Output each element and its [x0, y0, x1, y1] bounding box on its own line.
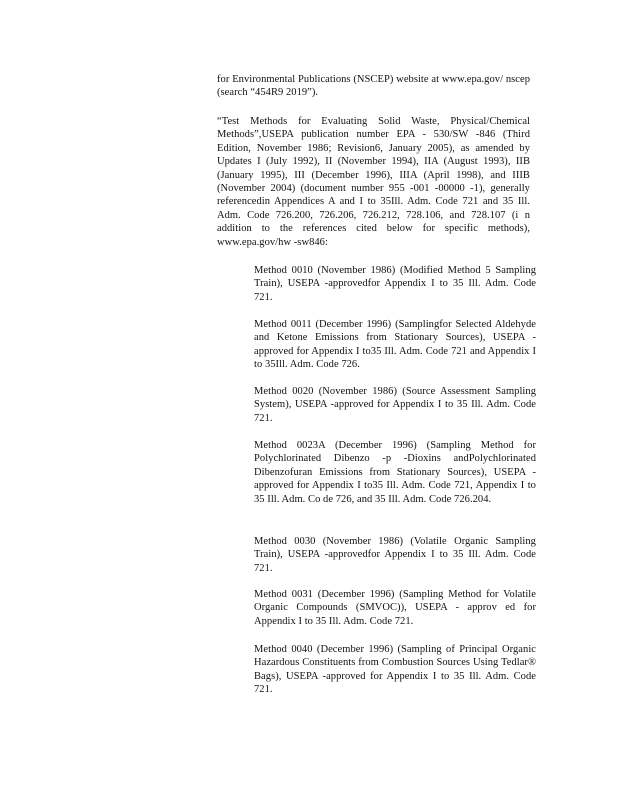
method-0023a: Method 0023A (December 1996) (Sampling Method for Polychlorinated Dibenzo -p -Dioxins andPolychlorinated Dibenzofuran Emissions from Stationary Sources), USEPA -approved for Appendix I to35 Ill. Adm. Code 721, Appendix I to 35 Ill. Adm. Co de 726, and 35 Ill. Adm. Code 726.204. [254, 440, 536, 505]
method-0010: Method 0010 (November 1986) (Modified Method 5 Sampling Train), USEPA -approvedfor Appendix I to 35 Ill. Adm. Code 721. [254, 265, 536, 303]
method-0011: Method 0011 (December 1996) (Samplingfor Selected Aldehyde and Ketone Emissions from Stationary Sources), USEPA -approved for Appendix I to35 Ill. Adm. Code 721 and Appendix I to 35Ill. Adm. Code 726. [254, 319, 536, 371]
method-0020: Method 0020 (November 1986) (Source Assessment Sampling System), USEPA -approved for Appendix I to 35 Ill. Adm. Code 721. [254, 386, 536, 424]
paragraph-nscep-reference: for Environmental Publications (NSCEP) website at www.epa.gov/ nscep (search “454R9 2019”). [217, 74, 530, 99]
method-0030: Method 0030 (November 1986) (Volatile Organic Sampling Train), USEPA -approvedfor Appendix I to 35 Ill. Adm. Code 721. [254, 536, 536, 574]
paragraph-test-methods-reference: “Test Methods for Evaluating Solid Waste, Physical/Chemical Methods”,USEPA publication number EPA - 530/SW -846 (Third Edition, November 1986; Revision6, January 2005), as amended by Updates I (July 1992), II (November 1994), IIA (August 1993), IIB (January 1995), III (December 1996), IIIA (April 1998), and IIIB (November 2004) (document number 955 -001 -00000 -1), generally referencedin Appendices A and I to 35Ill. Adm. Code 721 and 35 Ill. Adm. Code 726.200, 726.206, 726.212, 728.106, and 728.107 (i n addition to the references cited below for specific methods), www.epa.gov/hw -sw846: [217, 116, 530, 248]
method-0040: Method 0040 (December 1996) (Sampling of Principal Organic Hazardous Constituents from Combustion Sources Using Tedlar® Bags), USEPA -approved for Appendix I to 35 Ill. Adm. Code 721. [254, 644, 536, 696]
method-0031: Method 0031 (December 1996) (Sampling Method for Volatile Organic Compounds (SMVOC)), USEPA - approv ed for Appendix I to 35 Ill. Adm. Code 721. [254, 589, 536, 627]
